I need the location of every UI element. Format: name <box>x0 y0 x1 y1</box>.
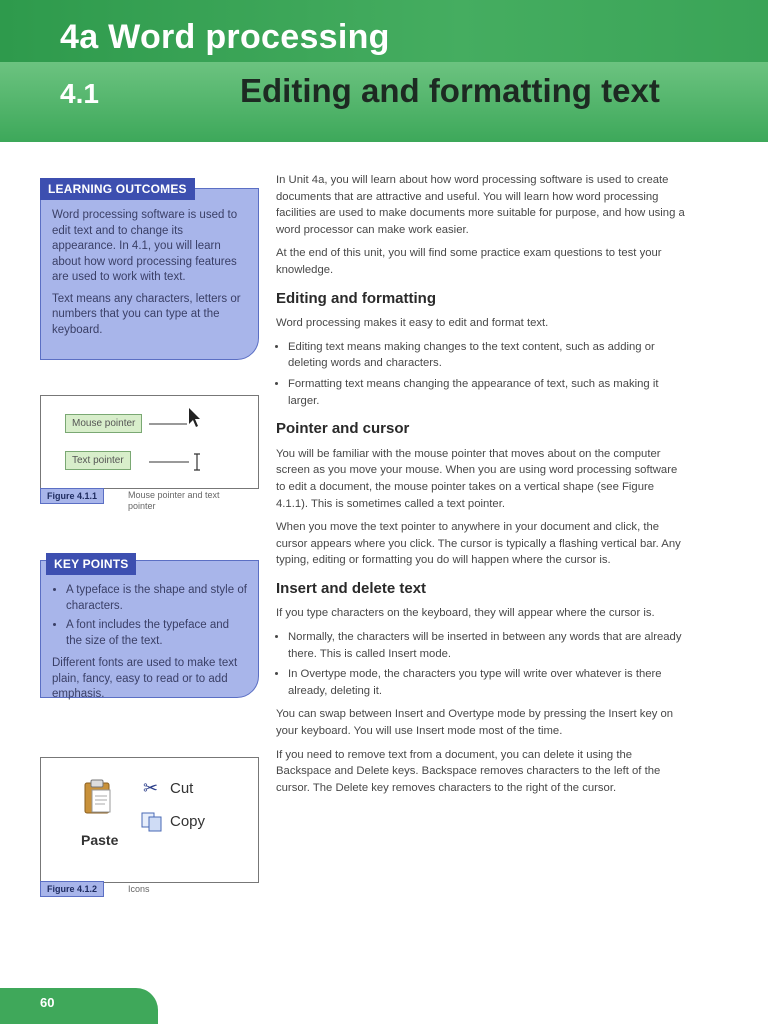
main-content <box>276 172 688 803</box>
text-pointer-label: Text pointer <box>65 451 131 470</box>
lesson-number: 4.1 <box>60 78 99 109</box>
intro-paragraph: At the end of this unit, you will find some practice exam questions to test your knowledge. <box>276 247 662 276</box>
figure-1-caption: Mouse pointer and text pointer <box>128 490 220 511</box>
bullet-item: • Formatting text means changing the appearance of text, such as making it larger. <box>288 376 688 409</box>
figure-2-caption: Icons <box>128 884 150 894</box>
section-heading: Editing and formatting <box>276 289 436 307</box>
learning-outcomes-para-2: Text means any characters, letters or numbers that you can type at the keyboard. <box>52 292 241 336</box>
arrow-cursor-icon <box>189 408 200 427</box>
intro-paragraph: In Unit 4a, you will learn about how word processing software is used to create documents that are attractive and useful. You will learn how word processing facilities are used to make documents more suitable for purpose, and how using a word processor can make work easier. <box>276 174 685 236</box>
lesson-title: Editing and formatting text <box>240 72 660 109</box>
figure-1-tag: Figure 4.1.1 <box>40 488 104 504</box>
footer-tab <box>0 988 158 1024</box>
learning-outcomes-text <box>52 208 248 344</box>
key-points-paragraph: Different fonts are used to make text plain, fancy, easy to read or to add emphasis. <box>52 657 238 700</box>
section-paragraph: You can swap between Insert and Overtype mode by pressing the Insert key on your keyboard. You will use Insert mode most of the time. <box>276 708 674 738</box>
section-bullets <box>276 629 688 699</box>
key-point-item: • A font includes the typeface and the size of the text. <box>66 618 248 649</box>
cut-label: Cut <box>170 780 194 797</box>
scissors-icon: ✂ <box>143 778 159 798</box>
section-heading: Pointer and cursor <box>276 420 410 438</box>
copy-icon <box>141 812 163 832</box>
i-beam-cursor-icon <box>194 454 200 470</box>
figure-2-tag: Figure 4.1.2 <box>40 881 104 897</box>
paste-icon <box>83 778 113 816</box>
key-points-text <box>52 583 248 709</box>
key-points-label: KEY POINTS <box>46 553 136 575</box>
bullet-item: • Editing text means making changes to the text content, such as adding or deleting words and characters. <box>288 339 688 372</box>
paste-label: Paste <box>81 832 119 848</box>
pointer-illustration <box>149 404 219 474</box>
section-paragraph: Word processing makes it easy to edit and format text. <box>276 317 549 330</box>
section-paragraph: You will be familiar with the mouse pointer that moves about on the computer screen as you move your mouse. When you are using word processing software to edit a document, the mouse pointer takes on a vertical shape (see Figure 4.1.1). This is sometimes called a text pointer. <box>276 447 678 510</box>
mouse-pointer-label: Mouse pointer <box>65 414 142 433</box>
learning-outcomes-label: LEARNING OUTCOMES <box>40 178 195 200</box>
section-bullets <box>276 339 688 409</box>
page-number: 60 <box>40 995 55 1010</box>
figure-icons-box <box>40 757 259 883</box>
unit-title: 4a Word processing <box>60 18 390 56</box>
section-heading: Insert and delete text <box>276 579 427 597</box>
section-paragraph: When you move the text pointer to anywhere in your document and click, the cursor appears where you click. The cursor is typically a flashing vertical bar. Any typing, editing or formatting you do will happen where the cursor is. <box>276 521 681 567</box>
key-point-item: • A typeface is the shape and style of characters. <box>66 583 248 614</box>
section-paragraph: If you type characters on the keyboard, they will appear where the cursor is. <box>276 607 655 620</box>
copy-label: Copy <box>170 813 206 830</box>
key-points-list <box>52 583 248 649</box>
section-paragraph: If you need to remove text from a document, you can delete it using the Backspace and Delete keys. Backspace removes characters to the left of the cursor. The Delete key removes characters to the right of the cursor. <box>276 748 661 794</box>
page-header <box>0 0 768 142</box>
bullet-item: • Normally, the characters will be inserted in between any words that are already there. This is called Insert mode. <box>288 629 688 662</box>
figure-pointer-box <box>40 395 259 489</box>
bullet-item: • In Overtype mode, the characters you type will write over whatever is there already, deleting it. <box>288 666 688 699</box>
learning-outcomes-para-1: Word processing software is used to edit text and to change its appearance. In 4.1, you will learn about how word processing features are used to work with text. <box>52 209 238 283</box>
